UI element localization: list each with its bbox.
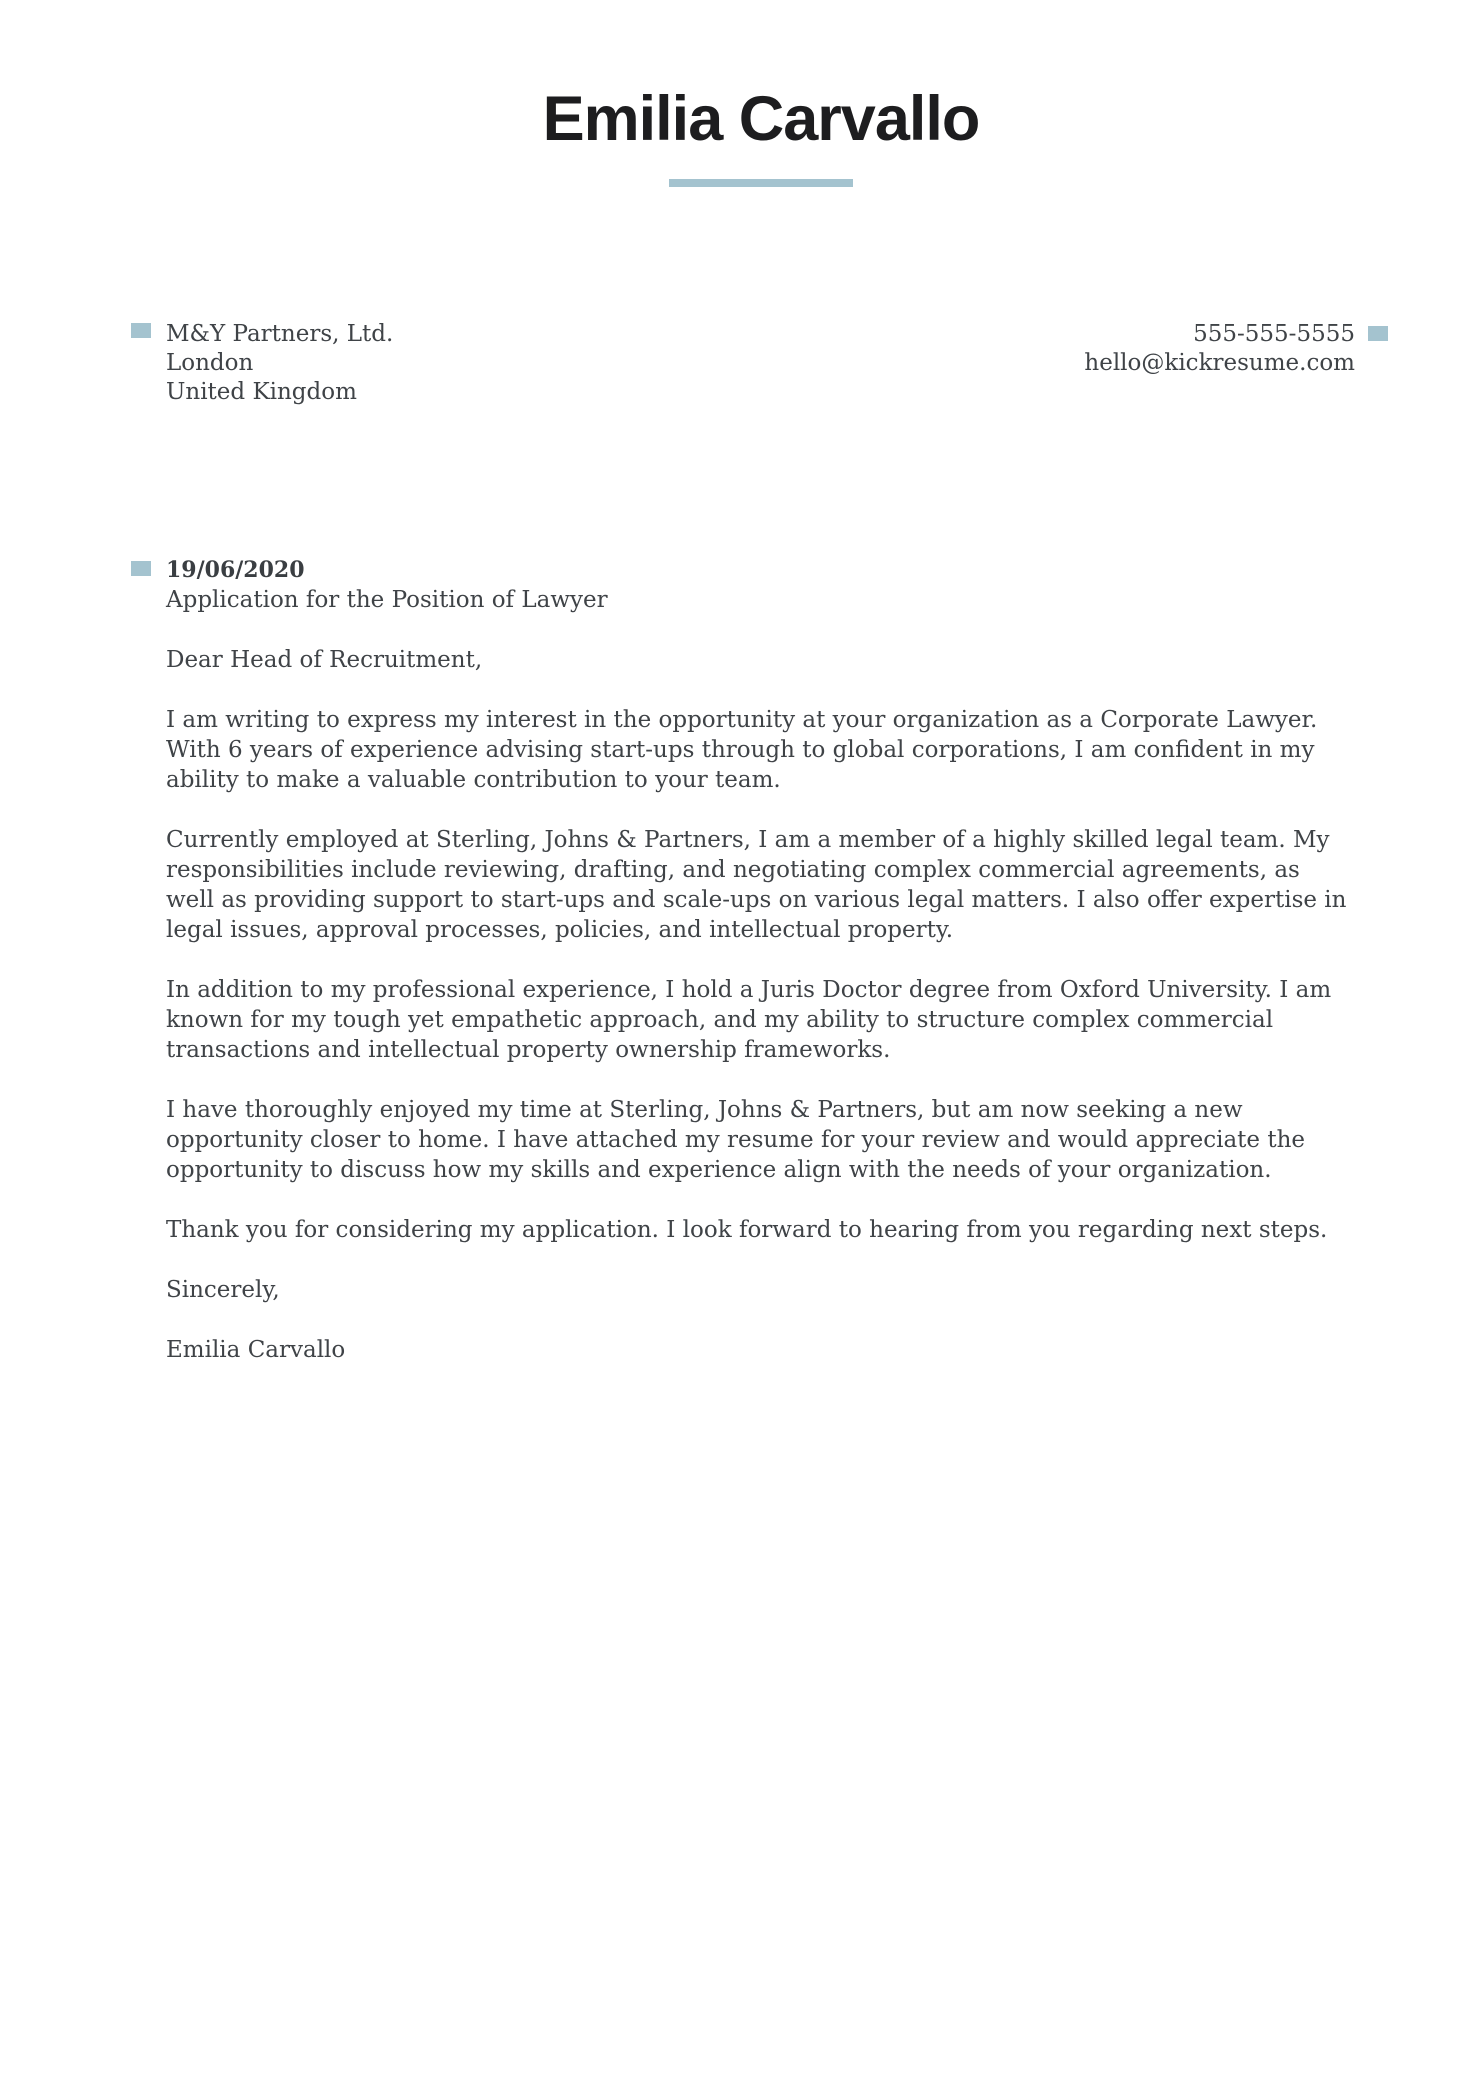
letter-signature: Emilia Carvallo — [166, 1337, 346, 1363]
letter-subject: Application for the Position of Lawyer — [166, 587, 608, 613]
contact-email: hello@kickresume.com — [1084, 350, 1355, 376]
letter-greeting: Dear Head of Recruitment, — [166, 647, 483, 673]
contact-block — [1084, 320, 1355, 407]
date-subject-block — [166, 555, 608, 615]
letter-paragraph: In addition to my professional experience, I hold a Juris Doctor degree from Oxford University. I am known for my tough yet empathetic approach, and my ability to structure complex commercial transactions and intellectual property ownership frameworks. — [166, 977, 1332, 1063]
recipient-company: M&Y Partners, Ltd. — [166, 321, 394, 347]
letter-date: 19/06/2020 — [166, 557, 305, 583]
letter-closing: Sincerely, — [166, 1277, 280, 1303]
recipient-contact-row — [166, 320, 1355, 407]
recipient-country: United Kingdom — [166, 379, 357, 405]
accent-square-icon — [131, 323, 151, 338]
letter-paragraph: Thank you for considering my application. I look forward to hearing from you regarding next steps. — [166, 1217, 1328, 1243]
recipient-city: London — [166, 350, 254, 376]
accent-square-icon — [1368, 326, 1388, 341]
recipient-block — [166, 320, 393, 407]
letter-paragraph: I have thoroughly enjoyed my time at Sterling, Johns & Partners, but am now seeking a new opportunity closer to home. I have attached my resume for your review and would appreciate the opportunity to discuss how my skills and experience align with the needs of your organization. — [166, 1097, 1306, 1183]
title-underline — [669, 179, 853, 187]
accent-square-icon — [131, 561, 151, 576]
letter-paragraph: Currently employed at Sterling, Johns & Partners, I am a member of a highly skilled legal team. My responsibilities include reviewing, drafting, and negotiating complex commercial agreements, as well as providing support to start-ups and scale-ups on various legal matters. I also offer expertise in legal issues, approval processes, policies, and intellectual property. — [166, 827, 1347, 943]
page-title: Emilia Carvallo — [542, 84, 980, 154]
contact-phone: 555-555-5555 — [1193, 321, 1355, 347]
letter-body — [166, 645, 1355, 1365]
letter-paragraph: I am writing to express my interest in the opportunity at your organization as a Corporate Lawyer. With 6 years of experience advising start-ups through to global corporations, I am confident in my ability to make a valuable contribution to your team. — [166, 707, 1318, 793]
